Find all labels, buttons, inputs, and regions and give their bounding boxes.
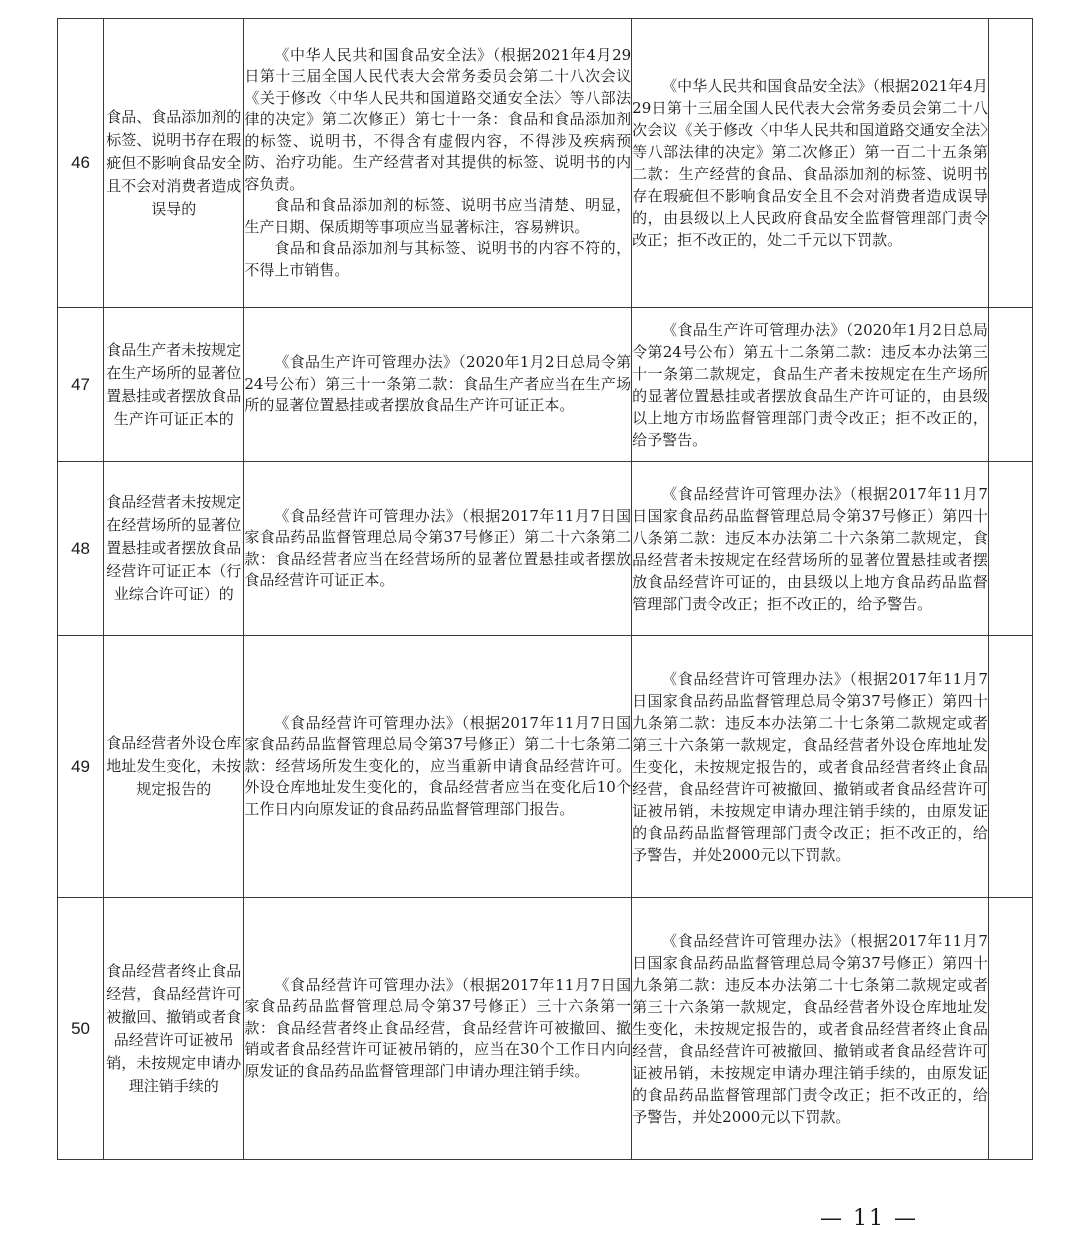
legal-basis-paragraph: 《食品经营许可管理办法》（根据2017年11月7日国家食品药品监督管理总局令第37号修正）第二十六条第二款：食品经营者应当在经营场所的显著位置悬挂或者摆放食品经营许可证正本。 [244,506,632,589]
penalty-provision [632,898,989,1160]
blank-cell [988,636,1032,898]
table-row [58,19,1033,308]
legal-basis-paragraph: 食品和食品添加剂的标签、说明书应当清楚、明显，生产日期、保质期等事项应当显著标注，容易辨识。 [244,196,632,236]
penalty-table [57,18,1033,1160]
violation-text: 食品、食品添加剂的标签、说明书存在瑕疵但不影响食品安全且不会对消费者造成误导的 [106,107,242,218]
violation-description [104,898,244,1160]
blank-cell [988,308,1032,462]
penalty-provision [632,19,989,308]
legal-basis-paragraph: 《中华人民共和国食品安全法》（根据2021年4月29日第十三届全国人民代表大会常务委员会第二十八次会议《关于修改〈中华人民共和国道路交通安全法〉等八部法律的决定》第二次修正）第七十一条：食品和食品添加剂的标签、说明书，不得含有虚假内容，不得涉及疾病预防、治疗功能。生产经营者对其提供的标签、说明书的内容负责。 [244,45,632,193]
table-row [58,462,1033,636]
violation-description [104,19,244,308]
penalty-paragraph: 《食品经营许可管理办法》（根据2017年11月7日国家食品药品监督管理总局令第37号修正）第四十九条第二款：违反本办法第二十七条第二款规定或者第三十六条第一款规定，食品经营者外设仓库地址发生变化，未按规定报告的，或者食品经营者终止食品经营，食品经营许可被撤回、撤销或者食品经营许可证被吊销，未按规定申请办理注销手续的，由原发证的食品药品监督管理部门责令改正；拒不改正的，给予警告，并处2000元以下罚款。 [632,669,988,864]
page-number: — 11 — [820,1206,918,1231]
violation-text: 食品经营者终止食品经营，食品经营许可被撤回、撤销或者食品经营许可证被吊销，未按规定申请办理注销手续的 [106,961,242,1095]
legal-basis [244,462,632,636]
legal-basis [244,308,632,462]
legal-basis [244,898,632,1160]
legal-basis [244,19,632,308]
legal-basis [244,636,632,898]
blank-cell [988,898,1032,1160]
penalty-paragraph: 《食品经营许可管理办法》（根据2017年11月7日国家食品药品监督管理总局令第37号修正）第四十八条第二款：违反本办法第二十六条第二款规定，食品经营者未按规定在经营场所的显著位置悬挂或者摆放食品经营许可证的，由县级以上地方食品药品监督管理部门责令改正；拒不改正的，给予警告。 [632,484,988,613]
row-number: 48 [58,462,104,636]
penalty-provision [632,636,989,898]
penalty-paragraph: 《中华人民共和国食品安全法》（根据2021年4月29日第十三届全国人民代表大会常务委员会第二十八次会议《关于修改〈中华人民共和国道路交通安全法〉等八部法律的决定》第二次修正）第一百二十五条第二款：生产经营的食品、食品添加剂的标签、说明书存在瑕疵但不影响食品安全且不会对消费者造成误导的，由县级以上人民政府食品安全监督管理部门责令改正；拒不改正的，处二千元以下罚款。 [632,77,988,249]
blank-cell [988,462,1032,636]
legal-basis-paragraph: 《食品生产许可管理办法》（2020年1月2日总局令第24号公布）第三十一条第二款：食品生产者应当在生产场所的显著位置悬挂或者摆放食品生产许可证正本。 [244,353,632,415]
penalty-paragraph: 《食品生产许可管理办法》（2020年1月2日总局令第24号公布）第五十二条第二款：违反本办法第三十一条第二款规定，食品生产者未按规定在生产场所的显著位置悬挂或者摆放食品生产许可证的，由县级以上地方市场监督管理部门责令改正；拒不改正的，给予警告。 [632,320,988,449]
violation-description [104,462,244,636]
row-number: 46 [58,19,104,308]
legal-basis-paragraph: 《食品经营许可管理办法》（根据2017年11月7日国家食品药品监督管理总局令第37号修正）三十六条第一款：食品经营者终止食品经营，食品经营许可被撤回、撤销或者食品经营许可证被吊销的，应当在30个工作日内向原发证的食品药品监督管理部门申请办理注销手续。 [244,975,632,1080]
blank-cell [988,19,1032,308]
table-row [58,636,1033,898]
table-row [58,308,1033,462]
penalty-provision [632,462,989,636]
violation-text: 食品经营者外设仓库地址发生变化，未按规定报告的 [106,734,242,798]
legal-basis-paragraph: 食品和食品添加剂与其标签、说明书的内容不符的，不得上市销售。 [244,239,632,279]
violation-description [104,636,244,898]
violation-description [104,308,244,462]
table-row [58,898,1033,1160]
row-number: 49 [58,636,104,898]
row-number: 47 [58,308,104,462]
penalty-paragraph: 《食品经营许可管理办法》（根据2017年11月7日国家食品药品监督管理总局令第37号修正）第四十九条第二款：违反本办法第二十七条第二款规定或者第三十六条第一款规定，食品经营者外设仓库地址发生变化，未按规定报告的，或者食品经营者终止食品经营，食品经营许可被撤回、撤销或者食品经营许可证被吊销，未按规定申请办理注销手续的，由原发证的食品药品监督管理部门责令改正；拒不改正的，给予警告，并处2000元以下罚款。 [632,931,988,1126]
row-number: 50 [58,898,104,1160]
violation-text: 食品经营者未按规定在经营场所的显著位置悬挂或者摆放食品经营许可证正本（行业综合许可证）的 [106,493,242,603]
penalty-provision [632,308,989,462]
legal-basis-paragraph: 《食品经营许可管理办法》（根据2017年11月7日国家食品药品监督管理总局令第37号修正）第二十七条第二款：经营场所发生变化的，应当重新申请食品经营许可。外设仓库地址发生变化的，食品经营者应当在变化后10个工作日内向原发证的食品药品监督管理部门报告。 [244,713,632,818]
violation-text: 食品生产者未按规定在生产场所的显著位置悬挂或者摆放食品生产许可证正本的 [106,340,242,428]
